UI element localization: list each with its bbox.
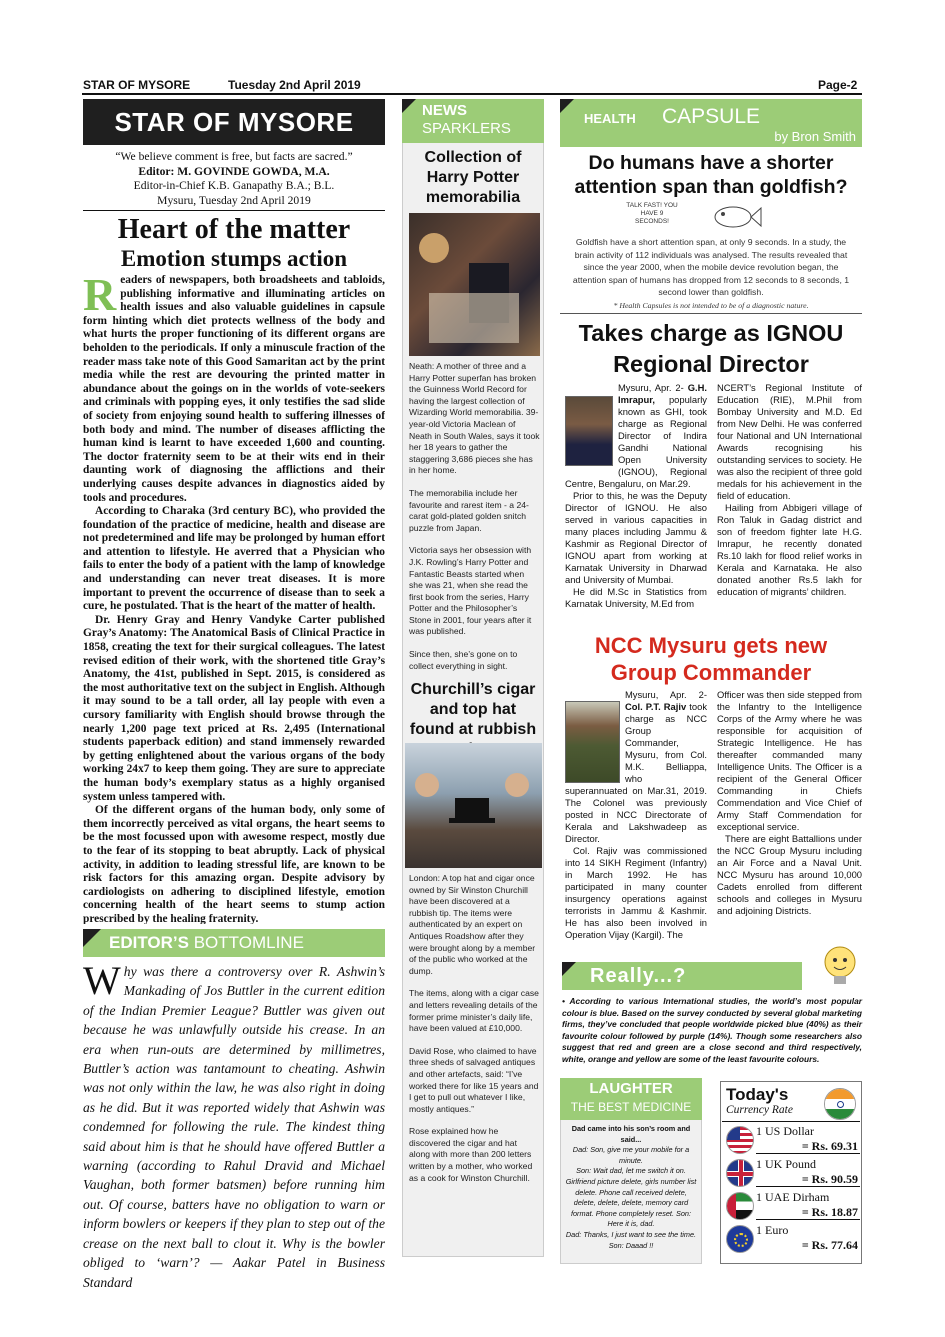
editorial-p1: eaders of newspapers, both broadsheets and tabloids, publishing informative and illuminating articles on health issues and also valuable guidelines in capsule form hinting which diet protects wellness of the body and what hurts the proper functioning of its different organs are beholden to the periodicals. If only a minuscule fraction of the reader mass take note of this Good Samaritan act by the print media while the rest are devouring the printed matter in abundance about the goings on in the worlds of vote-seekers and criminals with popping eyes, it only testifies the sad slide of society from enjoying sound health to suffering illnesses of both body and mind. The number of diseases afflicting the human kind is learnt to have exceeded 1,600 and counting. The doctor fraternity seem to be at their wits end in their daunting work of diagnosing the afflictions and their underlying causes despite advances in diagnostics aided by tools and procedures.: [83, 274, 385, 504]
masthead-title: STAR OF MYSORE: [83, 99, 385, 145]
ncc-lead: Mysuru, Apr. 2-: [625, 689, 707, 700]
churchill-text: [409, 873, 540, 1184]
ignou-col1: [565, 382, 707, 634]
churchill-p2: The items, along with a cigar case and letters revealing details of the former prime minister’s daily life, have been valued at £10,000.: [409, 988, 539, 1034]
ncc-col2: [717, 689, 862, 951]
health-rule: [560, 313, 862, 314]
currency-row-rule: [756, 1153, 860, 1154]
currency-subtitle: Currency Rate: [726, 1104, 793, 1116]
ignou-headline: Takes charge as IGNOU Regional Director: [578, 320, 844, 377]
really-text: [562, 996, 862, 1066]
ncc-col1: [565, 689, 707, 951]
editorial-p4: Of the different organs of the human body, only some of them incorrectly perceived as vital organs, the heart seems to be the most focussed upon with awesome respect, mostly due to the fear of its stopping to beat abruptly. Lack of physical activity, in addition to leading stressful life, are known to be risk factors for this amazing organ. Despite advisory by cardiologists on adhering to disciplined lifestyle, emotion concerning health of the heart seems to stump action prescribed by the healing fraternity.: [83, 804, 385, 924]
bottomline-label-b: BOTTOMLINE: [193, 933, 304, 952]
editorial-p3: Dr. Henry Gray and Henry Vandyke Carter published Gray’s Anatomy: The Anatomical Basis of Clinical Practice in 1858, creating the text for their surgical colleagues. The latest revised edition of their work, with the shortened title Gray’s Anatomy, the 41st, published in Sept. 2015, is considered as the most authoritative text on the subject in English. Although it may sound to be a tall order, all lay people with even a cursory familiarity with English should browse through the nearly 1,200 page text priced at Rs. 2,495 (International students paperback edition) and stand immensely rewarded by getting enlightened about the various organs of the body working 24x7 to keep them going. They are sure to appreciate the human body’s exemplary status as a highly organised system unless tampered with.: [83, 613, 385, 803]
bottomline-dropcap: W: [83, 962, 121, 1003]
ignou-lead: Mysuru, Apr. 2-: [618, 382, 684, 393]
banner-corner: [402, 99, 416, 113]
ignou-name: G.H. Imrapur,: [618, 382, 707, 405]
currency-row: [724, 1223, 860, 1255]
masthead-info: [83, 150, 385, 208]
ignou-r2: Hailing from Abbigeri village of Ron Taluk in Gadag district and son of freedom fighter late H.G. Imrapur, he recently donated Rs.10 lakh for flood relief works in Kerala and Karnataka. He also donated another Rs.5 lakh for education of migrants’ children.: [717, 502, 862, 597]
sparklers-banner: [402, 99, 544, 143]
sparklers-label-b: SPARKLERS: [422, 120, 511, 137]
lightbulb-icon: [818, 942, 862, 992]
sparklers-label-a: NEWS: [422, 102, 467, 119]
ncc-l2: Col. Rajiv was commissioned into 14 SIKH Regiment (Infantry) in March 1992. He has participated in many counter insurgency operations against terrorists in Jammu & Kashmir. He has also been involved in Operation Vijay (Kargil). The: [565, 845, 707, 940]
laughter-line-1: Dad: Son, give me your mobile for a minute.: [572, 1145, 690, 1165]
really-banner: [562, 962, 802, 990]
photo-detail: [415, 773, 439, 797]
potter-text: [409, 361, 540, 672]
currency-value: = Rs. 77.64: [801, 1238, 858, 1252]
currency-name: 1 UK Pound: [756, 1157, 817, 1171]
currency-row-rule: [756, 1186, 860, 1187]
goldfish-sketch: [608, 200, 808, 234]
bottomline-text: hy was there a controversy over R. Ashwin’s Mankading of Jos Buttler in the current edition of the Indian Premier League? Buttler was given out because he was unlawfully outside his crease. In an era when run-outs are determined by millimetres, Buttler’s action was tantamount to cheating. Ashwin was not only within the law, he was also right in doing as he did. But it was reported widely that Ashwin was condemned for following the rule. The kindest thing said about him is that he should have offered Buttler a warning (according to Rahul Dravid and Michael Vaughan, both former batsmen) before running him out. Of course, batters have no obligation to warn or inform bowlers or keepers if they plan to step out of the crease on the next ball to clout it. Why is the bowler obliged to ‘warn’? — Aakar Patel in Business Standard: [83, 964, 385, 1290]
potter-p4: Since then, she’s gone on to collect everything in sight.: [409, 649, 518, 671]
health-body: Goldfish have a short attention span, at only 9 seconds. In a study, the brain activity of 112 individuals was analysed. The results revealed that since the year 2000, when the mobile device revolution began, the attention span of humans has dropped from 12 seconds to 8 seconds, 1 second lower than goldfish.: [572, 237, 850, 298]
ignou-col2: [717, 382, 862, 634]
ncc-headline: NCC Mysuru gets new Group Commander: [594, 633, 828, 685]
potter-headline: Collection of Harry Potter memorabilia: [424, 149, 522, 206]
photo-detail: [419, 233, 449, 263]
currency-name: 1 Euro: [756, 1223, 789, 1237]
goldfish-icon: [703, 202, 763, 232]
header-rule: [82, 93, 862, 95]
ncc-photo: [565, 701, 620, 783]
currency-title: Today's: [726, 1085, 789, 1104]
banner-corner: [560, 99, 574, 113]
editor: Editor: M. GOVINDE GOWDA, M.A.: [138, 164, 330, 178]
photo-detail: [505, 773, 529, 797]
health-label-b: CAPSULE: [662, 105, 761, 128]
currency-row: [724, 1157, 860, 1189]
photo-detail: [455, 798, 489, 820]
health-byline: by Bron Smith: [774, 129, 856, 144]
laughter-line-3: Dad: Thanks, I just want to see the time. Son: Daaad !!: [565, 1229, 697, 1250]
ignou-photo: [565, 396, 613, 466]
laughter-line-2: Son: Wait dad, let me switch it on. Girlfriend picture delete, girls number list delete. Phone call received delete, delete, delete, delete, memory card format. Phone completely reset. Son: Here it is, dad.: [565, 1166, 697, 1229]
health-note: * Health Capsules is not intended to be of a diagnostic nature.: [613, 301, 809, 310]
dateline: Mysuru, Tuesday 2nd April 2019: [157, 193, 311, 207]
motto: “We believe comment is free, but facts are sacred.”: [115, 150, 353, 163]
potter-p1: Neath: A mother of three and a Harry Potter superfan has broken the Guinness World Record for having the largest collection of Wizarding World memorabilia. 39-year-old Victoria Maclean of Neath in South Wales, says it took her 18 years to gather the staggering 3,686 pieces she has in her home.: [409, 361, 540, 476]
bottomline-body: [83, 962, 385, 1292]
potter-p3: Victoria says her obsession with J.K. Rowling’s Harry Potter and Fantastic Beasts started when she was 21, when she read the first book from the series, Harry Potter and the Philosopher’s Stone in 2001, four years after it was published.: [409, 545, 532, 637]
editorial-body: [83, 274, 385, 924]
photo-detail: [429, 293, 519, 343]
editorial-p2: According to Charaka (3rd century BC), who provided the foundation of the practice of medicine, health and disease are not predetermined and life may be prolonged by human effort and attention to lifestyle. He averred that a Physician who fails to enter the body of a patient with the lamp of knowledge and understanding can never treat diseases. It is more important to prevent the occurrence of disease than to seek a cure, he postulated. That is the heart of the matter of health.: [83, 505, 385, 613]
bottomline-banner: [83, 929, 385, 957]
photo-detail: [449, 818, 495, 823]
really-label: Really...?: [590, 965, 687, 987]
header-date: Tuesday 2nd April 2019: [228, 78, 361, 92]
currency-row: [724, 1190, 860, 1222]
churchill-photo: [405, 743, 542, 868]
health-label-a: HEALTH: [584, 111, 636, 126]
churchill-p1: London: A top hat and cigar once owned by Sir Winston Churchill have been discovered at a rubbish tip. The items were authenticated by an expert on Antiques Roadshow after they were brought along by a member of the public who worked at the dump.: [409, 873, 536, 976]
churchill-headline: Churchill’s cigar and top hat found at rubbish: [409, 681, 537, 738]
ignou-l1: popularly known as GHI, took charge as Regional Director of Indira Gandhi National Open University (IGNOU), Regional Centre, Bengaluru, on Mar.29.: [565, 394, 707, 489]
uk-flag-icon: [726, 1159, 754, 1187]
currency-name: 1 UAE Dirham: [756, 1190, 830, 1204]
churchill-p3: David Rose, who claimed to have three sheds of salvaged antiques and other artefacts, said: “I’ve worked there for like 15 years and I get to pull out whatever I like, mostly antiques.”: [409, 1045, 539, 1114]
currency-value: = Rs. 18.87: [801, 1205, 858, 1219]
header-paper: STAR OF MYSORE: [83, 78, 191, 92]
sketch-speech: TALK FAST! YOU HAVE 9 SECONDS!: [626, 202, 678, 225]
header-page: Page-2: [818, 78, 858, 92]
laughter-banner: [560, 1078, 702, 1120]
currency-row: [724, 1124, 860, 1156]
laughter-intro: Dad came into his son’s room and said...: [571, 1124, 691, 1144]
potter-p2: The memorabilia include her favourite and rarest item - a 24-carat gold-plated golden snitch puzzle from Japan.: [409, 487, 529, 533]
currency-row-rule: [756, 1219, 860, 1220]
editor-in-chief: Editor-in-Chief K.B. Ganapathy B.A.; B.L.: [133, 179, 335, 193]
eu-flag-icon: [726, 1225, 754, 1253]
laughter-label-b: THE BEST MEDICINE: [570, 1100, 692, 1114]
health-banner: [560, 99, 862, 147]
usa-flag-icon: [726, 1126, 754, 1154]
health-headline: Do humans have a shorter attention span than goldfish?: [574, 152, 848, 198]
india-flag-icon: [824, 1088, 856, 1120]
uae-flag-icon: [726, 1192, 754, 1220]
ncc-name: Col. P.T. Rajiv: [625, 701, 687, 712]
currency-name: 1 US Dollar: [756, 1124, 814, 1138]
ncc-l1: took charge as NCC Group Commander, Mysuru, from Col. M.K. Belliappa, who superannuated on Mar.31, 2019. The Colonel was previously posted in NCC Directorate of Kerala and Lakshwadeep as Director.: [565, 701, 707, 844]
ncc-r1: Officer was then side stepped from the Infantry to the Intelligence Corps of the Army where he was responsible for acquisition of Strategic Intelligence. He has thereafter commanded many Intelligence Units. The Officer is a recipient of the General Officer Commanding in Chiefs Commendation and Vice Chief of Army Staff Commendation for exceptional service.: [717, 689, 862, 832]
currency-value: = Rs. 90.59: [801, 1172, 858, 1186]
churchill-p4: Rose explained how he discovered the cigar and hat along with more than 200 letters written by a mother, who worked as a cook for Winston Churchill.: [409, 1126, 533, 1183]
banner-corner: [562, 962, 576, 976]
bottomline-label-a: EDITOR’S: [109, 933, 189, 952]
really-body: According to various International studies, the world’s most popular colour is blue. Based on the survey conducted by several global marketing firms, they’ve concluded that people worldwide picked blue (40%) as their favourite colour followed by purple (14%). Though some researchers also suggest that red and green are a close second and third respectively, white, orange and yellow are some of the least favourite colours.: [562, 996, 862, 1064]
ignou-r1: NCERT’s Regional Institute of Education (RIE), M.Phil from Bombay University and M.D. Ed from New Delhi. He was conferred four National and UN International Awards recognising his outstanding services to society. He was also the recipient of three gold medals for his achievement in the field of education.: [717, 382, 862, 501]
currency-rule: [722, 1121, 860, 1122]
editorial-headline: Heart of the matter: [117, 214, 351, 245]
laughter-text: [564, 1124, 698, 1251]
ignou-l3: He did M.Sc in Statistics from Karnatak University, M.Ed from: [565, 586, 707, 609]
currency-value: = Rs. 69.31: [801, 1139, 858, 1153]
ncc-r2: There are eight Battallions under the NCC Group Mysuru including an Air Force and a Naval Unit. NCC Mysuru has around 10,000 Cadets enrolled from different schools and colleges in Mysuru and adjoining Districts.: [717, 833, 862, 916]
ignou-l2: Prior to this, he was the Deputy Director of IGNOU. He also served in various capacities in many places including Jammu & Kashmir as Regional Director of IGNOU apart from working at Karnatak University in Dharwad and University of Mumbai.: [565, 490, 707, 585]
masthead-rule: [83, 210, 385, 211]
laughter-label-a: LAUGHTER: [589, 1080, 673, 1097]
bullet-icon: •: [562, 996, 570, 1006]
potter-photo: [409, 213, 540, 356]
banner-corner: [83, 929, 101, 947]
bottomline-label: [109, 933, 304, 953]
editorial-subhead: Emotion stumps action: [120, 246, 348, 271]
dropcap: R: [83, 274, 117, 320]
